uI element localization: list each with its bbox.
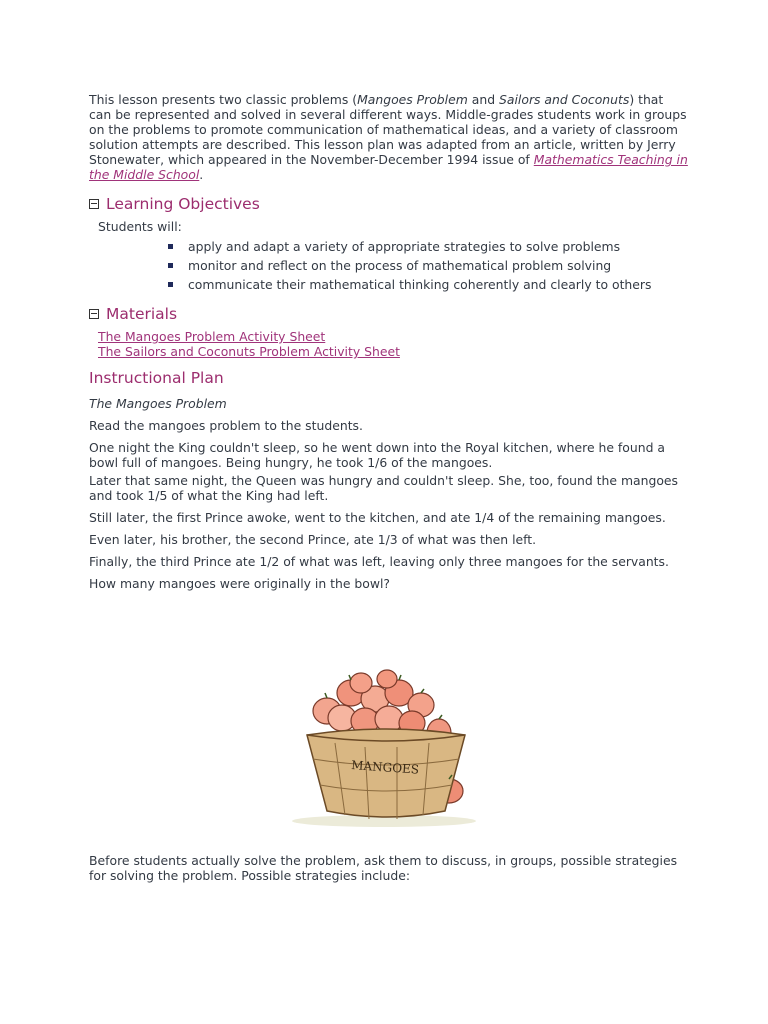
journal-link[interactable]: Mathematics Teaching in the Middle School	[89, 152, 688, 182]
collapse-toggle-icon[interactable]	[89, 309, 99, 319]
materials-header	[89, 303, 689, 325]
intro-text-2: and	[467, 92, 500, 107]
plan-paragraph: Later that same night, the Queen was hungry and couldn't sleep. She, too, found the mangoes and took 1/5 of what the King had left.	[89, 473, 678, 503]
plan-paragraph: How many mangoes were originally in the bowl?	[89, 576, 391, 591]
plan-paragraph: One night the King couldn't sleep, so he went down into the Royal kitchen, where he found a bowl full of mangoes. Being hungry, he took 1/6 of the mangoes.	[89, 440, 665, 470]
mangoes-problem-subtitle: The Mangoes Problem	[89, 396, 227, 411]
intro-text-1: This lesson presents two classic problems (	[89, 92, 358, 107]
mango-basket-svg	[287, 663, 481, 829]
intro-end: .	[199, 167, 204, 182]
materials-links	[98, 329, 689, 359]
plan-paragraph: Finally, the third Prince ate 1/2 of what was left, leaving only three mangoes for the servants.	[89, 554, 669, 569]
objective-item: apply and adapt a variety of appropriate strategies to solve problems	[166, 237, 689, 256]
objective-item: monitor and reflect on the process of mathematical problem solving	[166, 256, 689, 275]
intro-problem-1: Mangoes Problem	[357, 92, 468, 107]
learning-objectives-title: Learning Objectives	[106, 194, 260, 213]
materials-title: Materials	[106, 304, 178, 323]
mangoes-activity-sheet-link[interactable]: The Mangoes Problem Activity Sheet	[98, 329, 326, 344]
objectives-lead: Students will:	[98, 219, 182, 234]
collapse-toggle-icon[interactable]	[89, 199, 99, 209]
learning-objectives-header	[89, 193, 689, 215]
objective-item: communicate their mathematical thinking coherently and clearly to others	[166, 275, 689, 294]
intro-problem-2: Sailors and Coconuts	[499, 92, 630, 107]
mango-basket-illustration	[287, 663, 481, 829]
sailors-activity-sheet-link[interactable]: The Sailors and Coconuts Problem Activity Sheet	[98, 344, 400, 359]
plan-paragraph: Even later, his brother, the second Prince, ate 1/3 of what was then left.	[89, 532, 537, 547]
basket	[307, 729, 465, 819]
plan-paragraph: Still later, the first Prince awoke, went to the kitchen, and ate 1/4 of the remaining mangoes.	[89, 510, 666, 525]
intro-paragraph	[89, 92, 689, 182]
strategies-paragraph: Before students actually solve the problem, ask them to discuss, in groups, possible strategies for solving the problem. Possible strategies include:	[89, 853, 678, 883]
basket-label: MANGOES	[350, 758, 420, 777]
lesson-content	[89, 92, 689, 591]
instructional-plan-title: Instructional Plan	[89, 369, 224, 387]
objectives-list	[89, 237, 689, 294]
plan-paragraph: Read the mangoes problem to the students.	[89, 418, 363, 433]
intro-text-3: ) that can be represented and solved in several different ways. Middle-grades students work in groups on the problems to promote communication of mathematical ideas, and a variety of classroom solution attempts are described. This lesson plan was adapted from an article, written by Jerry Stonewater, which appeared in the November-December 1994 issue of	[89, 92, 687, 167]
mango-heap	[313, 670, 434, 735]
